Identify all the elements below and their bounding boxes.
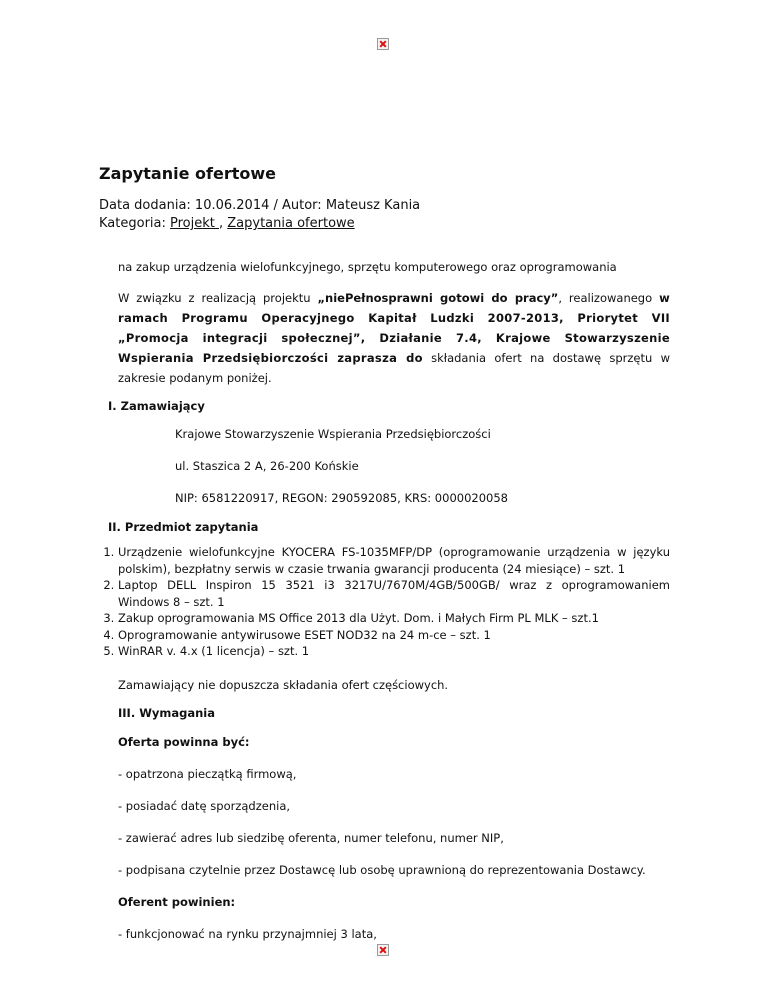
intro-paragraph: [118, 288, 670, 388]
list-item: 4. Oprogramowanie antywirusowe ESET NOD32 na 24 m-ce – szt. 1: [118, 627, 670, 644]
broken-image-icon: [377, 38, 389, 50]
section-heading-wymagania: III. Wymagania: [118, 705, 216, 720]
post-meta: Data dodania: 10.06.2014 / Autor: Mateusz Kania: [99, 198, 421, 213]
offer-heading: Oferta powinna być:: [118, 734, 250, 749]
offer-requirement: - posiadać datę sporządzenia,: [118, 798, 291, 813]
intro-text-2: , realizowanego: [558, 291, 660, 305]
category-link-zapytania[interactable]: Zapytania ofertowe: [227, 216, 355, 231]
list-item: 3. Zakup oprogramowania MS Office 2013 dla Użyt. Dom. i Małych Firm PL MLK – szt.1: [118, 610, 670, 627]
offer-requirement: - zawierać adres lub siedzibę oferenta, numer telefonu, numer NIP,: [118, 830, 504, 845]
list-item: 1. Urządzenie wielofunkcyjne KYOCERA FS-1035MFP/DP (oprogramowanie urządzenia w języku polskim), bezpłatny serwis w czasie trwania gwarancji producenta (24 miesiące) – szt. 1: [118, 544, 670, 577]
bidder-requirement: - funkcjonować na rynku przynajmniej 3 lata,: [118, 926, 377, 941]
list-item: 5. WinRAR v. 4.x (1 licencja) – szt. 1: [118, 643, 670, 660]
project-name: „niePełnosprawni gotowi do pracy”: [317, 291, 559, 305]
offer-requirement: - opatrzona pieczątką firmową,: [118, 766, 297, 781]
orderer-ids: NIP: 6581220917, REGON: 290592085, KRS: 0000020058: [175, 491, 508, 505]
offer-requirement: - podpisana czytelnie przez Dostawcę lub osobę uprawnioną do reprezentowania Dostawcy.: [118, 862, 646, 877]
list-item: 2. Laptop DELL Inspiron 15 3521 i3 3217U/7670M/4GB/500GB/ wraz z oprogramowaniem Windows 8 – szt. 1: [118, 577, 670, 610]
bidder-heading: Oferent powinien:: [118, 894, 236, 909]
section-heading-przedmiot: II. Przedmiot zapytania: [108, 520, 259, 534]
section-heading-zamawiajacy: I. Zamawiający: [108, 399, 205, 413]
category-label: Kategoria:: [99, 216, 170, 231]
orderer-address: ul. Staszica 2 A, 26-200 Końskie: [175, 459, 359, 473]
post-categories: [99, 216, 355, 231]
program-details: w ramach Programu Operacyjnego Kapitał Ludzki 2007-2013, Priorytet VII „Promocja integracji społecznej”, Działanie 7.4, Krajowe Stowarzyszenie Wspierania Przedsiębiorczości zaprasza do: [118, 291, 670, 365]
items-list: [118, 544, 670, 660]
subject-line: na zakup urządzenia wielofunkcyjnego, sprzętu komputerowego oraz oprogramowania: [118, 260, 617, 274]
broken-image-icon: [377, 944, 389, 956]
orderer-name: Krajowe Stowarzyszenie Wspierania Przedsiębiorczości: [175, 427, 491, 441]
intro-text-3: składania ofert na dostawę sprzętu w zakresie podanym poniżej.: [118, 351, 670, 385]
partial-offers-note: Zamawiający nie dopuszcza składania ofert częściowych.: [118, 677, 449, 692]
category-separator: ,: [219, 216, 228, 231]
article-body: [0, 260, 768, 941]
category-link-projekt[interactable]: Projekt: [170, 216, 219, 231]
intro-text-1: W związku z realizacją projektu: [118, 291, 318, 305]
page-title: Zapytanie ofertowe: [99, 164, 276, 183]
